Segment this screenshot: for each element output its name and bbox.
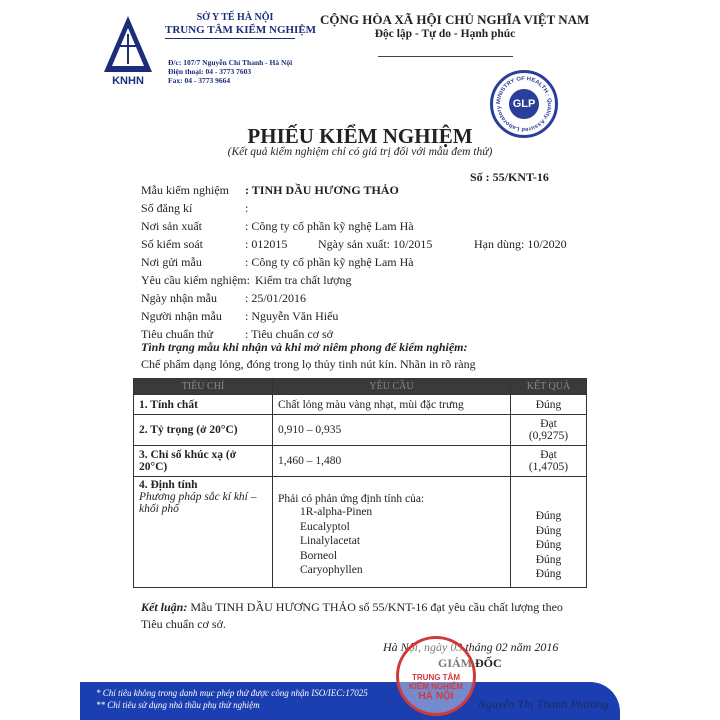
signature-date: Hà Nội, ngày 03 tháng 02 năm 2016 (383, 640, 559, 654)
result (511, 477, 587, 588)
field-label: Yêu cầu kiểm nghiệm: (141, 273, 250, 287)
org-phone: Điện thoại: 04 - 3773 7603 (168, 67, 252, 76)
conclusion-text-2: Tiêu chuẩn cơ sở. (141, 617, 226, 631)
requirement (273, 477, 511, 588)
compound-name: Eucalyptol (300, 520, 350, 533)
method: Phương pháp sắc kí khí – khối phổ (139, 491, 257, 515)
compound-name: 1R-alpha-Pinen (300, 506, 373, 518)
expiry-date: Hạn dùng: 10/2020 (474, 237, 567, 251)
result (511, 446, 587, 477)
field-value: : Tiêu chuẩn cơ sở (245, 327, 334, 341)
field-value: : Nguyễn Văn Hiếu (245, 309, 339, 323)
knhn-logo (100, 14, 156, 88)
nation-motto: Độc lập - Tự do - Hạnh phúc (374, 28, 516, 40)
field-label: Mẫu kiểm nghiệm (141, 183, 229, 197)
criterion-title: 4. Định tính (139, 479, 198, 491)
condition-heading: Tình trạng mẫu khi nhận và khi mở niêm phong để kiểm nghiệm: (141, 340, 468, 354)
table-row (134, 415, 587, 446)
footer-note: ** Chỉ tiêu sử dụng nhà thầu phụ thử nghiệm (96, 700, 260, 710)
field-value: Kiểm tra chất lượng (255, 273, 352, 287)
header-result: KẾT QUẢ (511, 379, 587, 395)
compound-name: Linalylacetat (300, 535, 361, 547)
result-status: Đạt (540, 449, 557, 461)
field-label: Nơi gửi mẫu (141, 255, 202, 269)
header-criterion: TIÊU CHÍ (134, 379, 273, 395)
conclusion-label: Kết luận: (141, 600, 188, 614)
table-row (134, 477, 587, 588)
result-value: (0,9275) (528, 430, 569, 442)
compound-result: Đúng (535, 553, 562, 566)
result-value: (1,4705) (528, 461, 569, 473)
header-requirement: YÊU CẦU (273, 379, 511, 395)
compound-result: Đúng (535, 510, 562, 522)
criterion: 1. Tính chất (134, 395, 273, 415)
org-address: Đ/c: 107/7 Nguyễn Chí Thanh - Hà Nội (168, 58, 293, 67)
field-value: : 012015 (245, 237, 288, 251)
field-label: Tiêu chuẩn thử (141, 327, 214, 341)
field-value: : Công ty cổ phần kỹ nghệ Lam Hà (245, 219, 414, 233)
glp-label: GLP (509, 89, 539, 119)
footer-note: * Chỉ tiêu không trong danh mục phép thử được công nhận ISO/IEC:17025 (96, 688, 368, 698)
field-label: Người nhận mẫu (141, 309, 222, 323)
page-subtitle: (Kết quả kiểm nghiệm chỉ có giá trị đối với mẫu đem thử) (227, 146, 493, 158)
official-seal (396, 636, 476, 716)
criterion: 2. Tỷ trọng (ở 20°C) (134, 415, 273, 446)
conclusion-text: Mẫu TINH DẦU HƯƠNG THẢO số 55/KNT-16 đạt yêu cầu chất lượng theo (187, 600, 563, 614)
org-parent: SỞ Y TẾ HÀ NỘI (196, 12, 274, 23)
result: Đúng (511, 395, 587, 415)
compound-result: Đúng (535, 524, 562, 537)
org-name: TRUNG TÂM KIỂM NGHIỆM (165, 24, 295, 39)
field-label: Số kiểm soát (141, 237, 203, 251)
org-fax: Fax: 04 - 3773 9664 (168, 76, 231, 85)
logo-text: KNHN (112, 75, 144, 87)
seal-text: KIỂM NGHIỆM (408, 682, 464, 691)
field-value: : (245, 201, 249, 215)
compound-result: Đúng (535, 539, 562, 551)
compound-name: Caryophyllen (300, 564, 363, 576)
field-label: Số đăng kí (141, 201, 193, 215)
seal-text: HÀ NỘI (418, 691, 454, 702)
criterion: 3. Chỉ số khúc xạ (ở 20°C) (134, 446, 273, 477)
requirement: 0,910 – 0,935 (273, 415, 511, 446)
field-value: : Công ty cổ phần kỹ nghệ Lam Hà (245, 255, 414, 269)
page-title: PHIẾU KIỂM NGHIỆM (247, 124, 473, 148)
conclusion (141, 600, 563, 615)
field-value: : TINH DẦU HƯƠNG THẢO (245, 183, 399, 197)
field-label: Ngày nhận mẫu (141, 291, 217, 305)
result (511, 415, 587, 446)
condition-text: Chế phẩm dạng lỏng, đóng trong lọ thủy tinh nút kín. Nhãn in rõ ràng (141, 357, 476, 371)
glp-ring-text: MINISTRY OF HEALTH · Quality Assured Laboratory (495, 75, 553, 133)
signature-name: Nguyễn Thị Thanh Phương (478, 697, 609, 711)
criterion (134, 477, 273, 588)
divider (378, 56, 513, 57)
field-label: Nơi sản xuất (141, 219, 203, 233)
table-header (134, 379, 587, 395)
document-number: Số : 55/KNT-16 (470, 170, 549, 184)
requirement-intro: Phải có phản ứng định tính của: (278, 493, 425, 505)
field-value: : 25/01/2016 (245, 291, 307, 305)
compound-name: Borneol (300, 549, 338, 562)
table-row (134, 395, 587, 415)
requirement: Chất lỏng màu vàng nhạt, mùi đặc trưng (273, 395, 511, 415)
results-table (133, 378, 587, 588)
signature-title: GIÁM ĐỐC (438, 656, 502, 670)
nation-title: CỘNG HÒA XÃ HỘI CHỦ NGHĨA VIỆT NAM (320, 12, 590, 27)
compound-result: Đúng (535, 568, 562, 580)
result-status: Đạt (540, 418, 557, 430)
seal-text: TRUNG TÂM (412, 673, 460, 682)
table-row (134, 446, 587, 477)
requirement: 1,460 – 1,480 (273, 446, 511, 477)
production-date: Ngày sản xuất: 10/2015 (318, 237, 433, 251)
